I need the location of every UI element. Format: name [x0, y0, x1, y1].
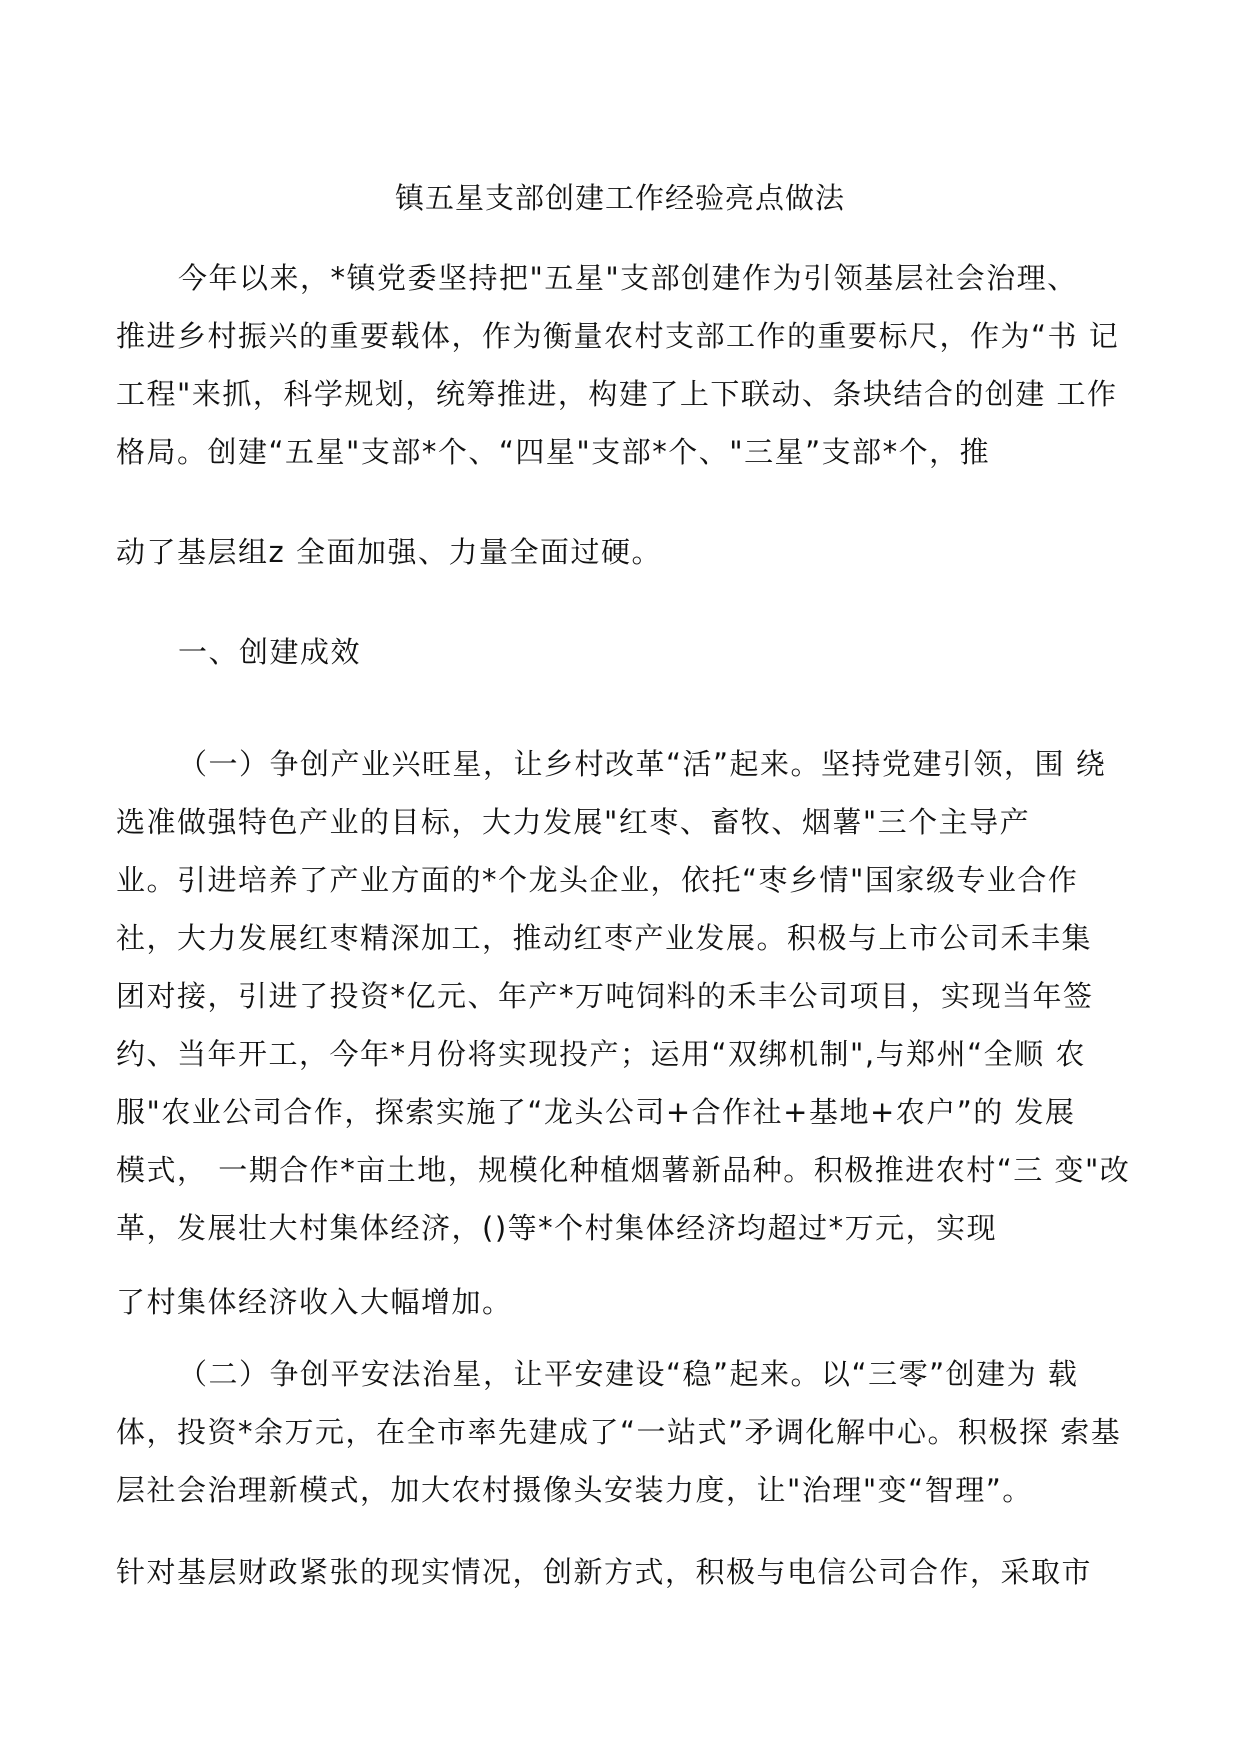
document-title: 镇五星支部创建工作经验亮点做法 [394, 181, 845, 215]
paragraph-line: （二）争创平安法治星，让平安建设“稳”起来。以“三零”创建为 载 [178, 1357, 1079, 1391]
paragraph-line: 工程"来抓，科学规划，统筹推进，构建了上下联动、条块结合的创建 工作 [116, 377, 1118, 411]
paragraph-line: 今年以来，*镇党委坚持把"五星"支部创建作为引领基层社会治理、 [178, 261, 1078, 295]
paragraph-line: 选准做强特色产业的目标，大力发展"红枣、畜牧、烟薯"三个主导产 [116, 805, 1031, 839]
paragraph-line: 约、当年开工，今年*月份将实现投产；运用“双绑机制",与郑州“全顺 农 [116, 1037, 1086, 1071]
paragraph-line: 体，投资*余万元，在全市率先建成了“一站式”矛调化解中心。积极探 索基 [116, 1415, 1122, 1449]
paragraph-line: 格局。创建“五星"支部*个、“四星"支部*个、"三星”支部*个，推 [116, 435, 991, 469]
paragraph-line: 业。引进培养了产业方面的*个龙头企业，依托“枣乡情"国家级专业合作 [116, 863, 1079, 897]
paragraph-line: 团对接，引进了投资*亿元、年产*万吨饲料的禾丰公司项目，实现当年签 [116, 979, 1094, 1013]
paragraph-line: 针对基层财政紧张的现实情况，创新方式，积极与电信公司合作，采取市 [116, 1555, 1093, 1589]
paragraph-line: 革，发展壮大村集体经济，()等*个村集体经济均超过*万元，实现 [116, 1211, 998, 1245]
paragraph-line: 社，大力发展红枣精深加工，推动红枣产业发展。积极与上市公司禾丰集 [116, 921, 1093, 955]
paragraph-line: 动了基层组z 全面加强、力量全面过硬。 [116, 535, 662, 569]
section-heading: 一、创建成效 [178, 635, 362, 669]
paragraph-line: 层社会治理新模式，加大农村摄像头安装力度，让"治理"变“智理”。 [116, 1473, 1033, 1507]
paragraph-line: 服"农业公司合作，探索实施了“龙头公司+合作社+基地+农户”的 发展 [116, 1095, 1076, 1129]
paragraph-line: （一）争创产业兴旺星，让乡村改革“活”起来。坚持党建引领，围 绕 [178, 747, 1107, 781]
paragraph-line: 推进乡村振兴的重要载体，作为衡量农村支部工作的重要标尺，作为“书 记 [116, 319, 1120, 353]
paragraph-line: 了村集体经济收入大幅增加。 [116, 1285, 513, 1319]
paragraph-line: 模式， 一期合作*亩土地，规模化种植烟薯新品种。积极推进农村“三 变"改 [116, 1153, 1131, 1187]
